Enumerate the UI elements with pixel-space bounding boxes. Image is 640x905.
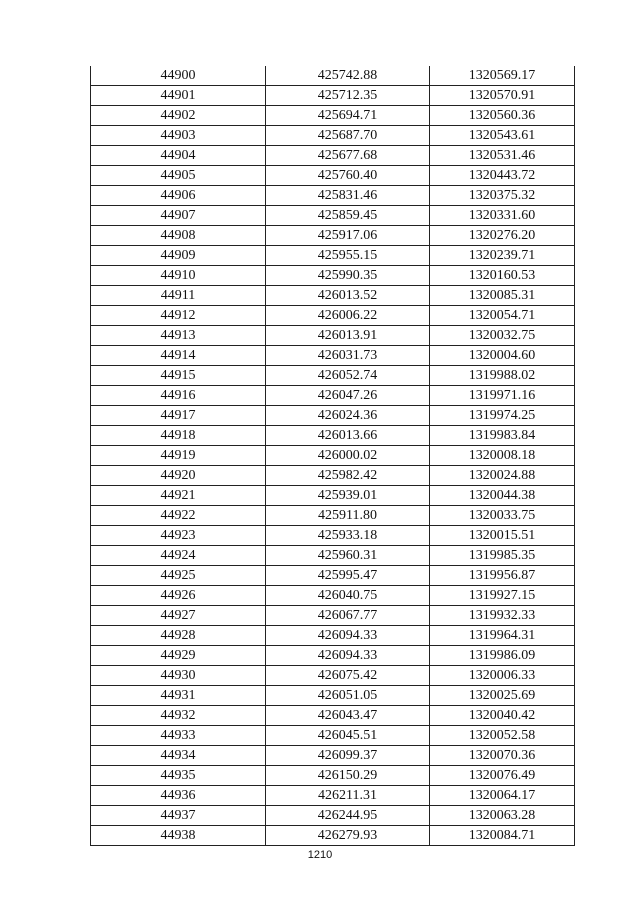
y-coordinate-cell: 1320569.17 [430,66,575,86]
table-row [91,766,575,786]
y-coordinate-cell: 1320276.20 [430,226,575,246]
table-row [91,106,575,126]
point-id-cell: 44905 [91,166,266,186]
point-id-cell: 44906 [91,186,266,206]
x-coordinate-cell: 426067.77 [266,606,430,626]
y-coordinate-cell: 1319983.84 [430,426,575,446]
y-coordinate-cell: 1320331.60 [430,206,575,226]
point-id-cell: 44930 [91,666,266,686]
x-coordinate-cell: 425760.40 [266,166,430,186]
x-coordinate-cell: 426024.36 [266,406,430,426]
point-id-cell: 44923 [91,526,266,546]
point-id-cell: 44907 [91,206,266,226]
x-coordinate-cell: 426244.95 [266,806,430,826]
x-coordinate-cell: 426013.66 [266,426,430,446]
page-number: 1210 [307,849,333,861]
point-id-cell: 44932 [91,706,266,726]
table-row [91,366,575,386]
coordinate-table-container [90,66,574,846]
point-id-cell: 44908 [91,226,266,246]
y-coordinate-cell: 1319985.35 [430,546,575,566]
table-row [91,306,575,326]
point-id-cell: 44931 [91,686,266,706]
x-coordinate-cell: 426031.73 [266,346,430,366]
x-coordinate-cell: 425995.47 [266,566,430,586]
point-id-cell: 44913 [91,326,266,346]
point-id-cell: 44924 [91,546,266,566]
x-coordinate-cell: 425933.18 [266,526,430,546]
point-id-cell: 44910 [91,266,266,286]
y-coordinate-cell: 1319971.16 [430,386,575,406]
x-coordinate-cell: 426051.05 [266,686,430,706]
point-id-cell: 44917 [91,406,266,426]
y-coordinate-cell: 1319956.87 [430,566,575,586]
x-coordinate-cell: 426040.75 [266,586,430,606]
y-coordinate-cell: 1320375.32 [430,186,575,206]
x-coordinate-cell: 425712.35 [266,86,430,106]
x-coordinate-cell: 425990.35 [266,266,430,286]
table-row [91,546,575,566]
table-row [91,746,575,766]
x-coordinate-cell: 426211.31 [266,786,430,806]
point-id-cell: 44922 [91,506,266,526]
table-row [91,686,575,706]
y-coordinate-cell: 1319927.15 [430,586,575,606]
y-coordinate-cell: 1320040.42 [430,706,575,726]
table-row [91,386,575,406]
x-coordinate-cell: 425960.31 [266,546,430,566]
table-row [91,266,575,286]
y-coordinate-cell: 1320004.60 [430,346,575,366]
point-id-cell: 44928 [91,626,266,646]
point-id-cell: 44912 [91,306,266,326]
x-coordinate-cell: 425939.01 [266,486,430,506]
point-id-cell: 44933 [91,726,266,746]
table-row [91,466,575,486]
point-id-cell: 44936 [91,786,266,806]
table-row [91,826,575,846]
y-coordinate-cell: 1319964.31 [430,626,575,646]
x-coordinate-cell: 426052.74 [266,366,430,386]
x-coordinate-cell: 426150.29 [266,766,430,786]
y-coordinate-cell: 1320015.51 [430,526,575,546]
point-id-cell: 44934 [91,746,266,766]
y-coordinate-cell: 1320084.71 [430,826,575,846]
table-row [91,706,575,726]
y-coordinate-cell: 1319988.02 [430,366,575,386]
point-id-cell: 44914 [91,346,266,366]
x-coordinate-cell: 425982.42 [266,466,430,486]
point-id-cell: 44904 [91,146,266,166]
x-coordinate-cell: 426013.91 [266,326,430,346]
y-coordinate-cell: 1319974.25 [430,406,575,426]
table-row [91,186,575,206]
table-row [91,226,575,246]
table-row [91,566,575,586]
table-row [91,426,575,446]
x-coordinate-cell: 425694.71 [266,106,430,126]
point-id-cell: 44925 [91,566,266,586]
y-coordinate-cell: 1320024.88 [430,466,575,486]
y-coordinate-cell: 1320531.46 [430,146,575,166]
point-id-cell: 44919 [91,446,266,466]
y-coordinate-cell: 1320008.18 [430,446,575,466]
point-id-cell: 44935 [91,766,266,786]
y-coordinate-cell: 1320239.71 [430,246,575,266]
x-coordinate-cell: 426045.51 [266,726,430,746]
y-coordinate-cell: 1320044.38 [430,486,575,506]
point-id-cell: 44938 [91,826,266,846]
point-id-cell: 44927 [91,606,266,626]
point-id-cell: 44911 [91,286,266,306]
table-row [91,446,575,466]
y-coordinate-cell: 1320443.72 [430,166,575,186]
table-row [91,326,575,346]
x-coordinate-cell: 426279.93 [266,826,430,846]
point-id-cell: 44918 [91,426,266,446]
y-coordinate-cell: 1320032.75 [430,326,575,346]
x-coordinate-cell: 426075.42 [266,666,430,686]
x-coordinate-cell: 426043.47 [266,706,430,726]
table-row [91,726,575,746]
x-coordinate-cell: 425859.45 [266,206,430,226]
point-id-cell: 44909 [91,246,266,266]
y-coordinate-cell: 1320570.91 [430,86,575,106]
y-coordinate-cell: 1320052.58 [430,726,575,746]
point-id-cell: 44920 [91,466,266,486]
x-coordinate-cell: 426094.33 [266,626,430,646]
y-coordinate-cell: 1320033.75 [430,506,575,526]
table-row [91,146,575,166]
table-row [91,626,575,646]
point-id-cell: 44902 [91,106,266,126]
point-id-cell: 44903 [91,126,266,146]
y-coordinate-cell: 1320076.49 [430,766,575,786]
table-row [91,666,575,686]
y-coordinate-cell: 1320006.33 [430,666,575,686]
x-coordinate-cell: 426099.37 [266,746,430,766]
table-row [91,286,575,306]
y-coordinate-cell: 1320160.53 [430,266,575,286]
x-coordinate-cell: 426006.22 [266,306,430,326]
table-row [91,786,575,806]
x-coordinate-cell: 426047.26 [266,386,430,406]
point-id-cell: 44921 [91,486,266,506]
table-row [91,346,575,366]
x-coordinate-cell: 425831.46 [266,186,430,206]
y-coordinate-cell: 1320064.17 [430,786,575,806]
y-coordinate-cell: 1320560.36 [430,106,575,126]
x-coordinate-cell: 426013.52 [266,286,430,306]
point-id-cell: 44916 [91,386,266,406]
point-id-cell: 44901 [91,86,266,106]
x-coordinate-cell: 425687.70 [266,126,430,146]
x-coordinate-cell: 425911.80 [266,506,430,526]
table-row [91,506,575,526]
table-row [91,86,575,106]
table-row [91,806,575,826]
y-coordinate-cell: 1319932.33 [430,606,575,626]
table-row [91,246,575,266]
table-row [91,586,575,606]
table-row [91,486,575,506]
point-id-cell: 44926 [91,586,266,606]
x-coordinate-cell: 425955.15 [266,246,430,266]
coordinate-table [90,66,575,846]
x-coordinate-cell: 425742.88 [266,66,430,86]
y-coordinate-cell: 1319986.09 [430,646,575,666]
y-coordinate-cell: 1320063.28 [430,806,575,826]
x-coordinate-cell: 425917.06 [266,226,430,246]
point-id-cell: 44915 [91,366,266,386]
coordinate-table-body [91,66,575,846]
table-row [91,206,575,226]
table-row [91,646,575,666]
table-row [91,126,575,146]
point-id-cell: 44937 [91,806,266,826]
table-row [91,406,575,426]
x-coordinate-cell: 426000.02 [266,446,430,466]
x-coordinate-cell: 426094.33 [266,646,430,666]
table-row [91,166,575,186]
point-id-cell: 44929 [91,646,266,666]
y-coordinate-cell: 1320070.36 [430,746,575,766]
table-row [91,526,575,546]
y-coordinate-cell: 1320543.61 [430,126,575,146]
y-coordinate-cell: 1320054.71 [430,306,575,326]
point-id-cell: 44900 [91,66,266,86]
table-row [91,606,575,626]
table-row [91,66,575,86]
y-coordinate-cell: 1320025.69 [430,686,575,706]
y-coordinate-cell: 1320085.31 [430,286,575,306]
x-coordinate-cell: 425677.68 [266,146,430,166]
